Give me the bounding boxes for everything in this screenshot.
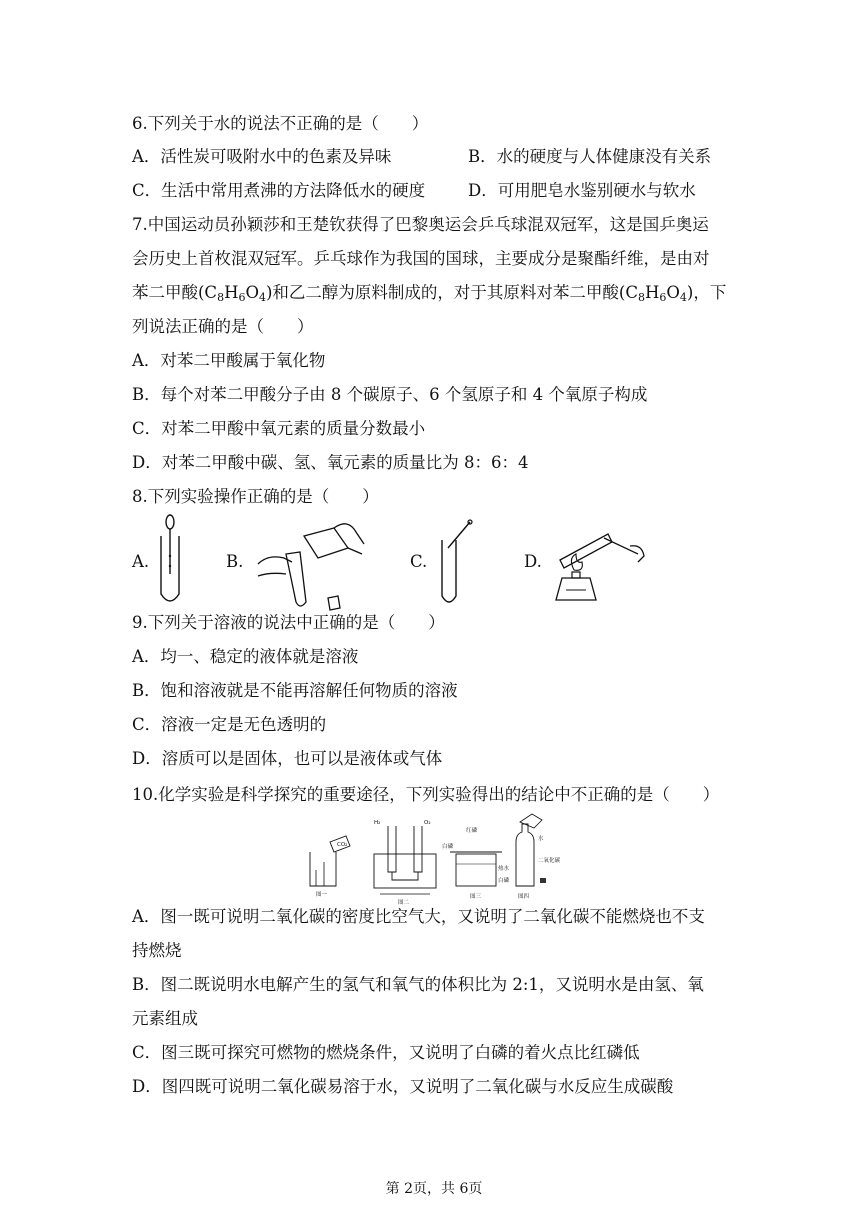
q9-option-c: C．溶液一定是无色透明的 (132, 715, 327, 734)
q8-label-a: A. (132, 552, 150, 571)
q8-label-b: B. (226, 552, 244, 571)
fig2-caption: 图二 (398, 900, 410, 906)
q6-option-b: B．水的硬度与人体健康没有关系 (468, 147, 712, 166)
dropper-in-tube-illustration (155, 514, 185, 606)
q8-label-d: D. (524, 552, 542, 571)
page-footer: 第 2页，共 6页 (385, 1181, 483, 1197)
q8-label-c: C. (410, 552, 428, 571)
q6-option-a: A．活性炭可吸附水中的色素及异味 (132, 147, 392, 166)
fig-label-white-phosphorus-top: 白磷 (442, 844, 454, 850)
q7-option-a: A．对苯二甲酸属于氧化物 (132, 351, 326, 370)
q10-option-a-line1: A．图一既可说明二氧化碳的密度比空气大，又说明了二氧化碳不能燃烧也不支 (132, 907, 705, 926)
q6-stem: 6.下列关于水的说法不正确的是（ ） (132, 114, 429, 133)
q10-option-d: D．图四既可说明二氧化碳易溶于水，又说明了二氧化碳与水反应生成碳酸 (132, 1077, 674, 1096)
q7-stem-line1: 7.中国运动员孙颖莎和王楚钦获得了巴黎奥运会乒乓球混双冠军，这是国乒奥运 (132, 215, 709, 234)
pouring-liquid-illustration (256, 514, 366, 614)
fig4-caption: 图四 (518, 894, 530, 900)
q9-stem: 9.下列关于溶液的说法中正确的是（ ） (132, 613, 445, 632)
q10-option-a-line2: 持燃烧 (132, 941, 182, 960)
q10-stem: 10.化学实验是科学探究的重要途径，下列实验得出的结论中不正确的是（ ） (132, 785, 720, 804)
fig-label-co2-bottle: 二氧化碳 (538, 858, 561, 864)
fig-label-white-phosphorus-bottom: 白磷 (498, 878, 510, 884)
fig-label-h2: H₂ (374, 820, 381, 826)
q8-stem: 8.下列实验操作正确的是（ ） (132, 487, 379, 506)
q7-option-b: B．每个对苯二甲酸分子由 8 个碳原子、6 个氢原子和 4 个氧原子构成 (132, 385, 648, 404)
q6-option-d: D．可用肥皂水鉴别硬水与软水 (468, 181, 696, 200)
q7-stem-line2: 会历史上首枚混双冠军。乒乓球作为我国的国球，主要成分是聚酯纤维，是由对 (132, 249, 710, 268)
fig1-caption: 图一 (316, 892, 328, 898)
fig-label-co2: CO₂ (337, 842, 348, 848)
fig-label-red-phosphorus: 红磷 (466, 828, 478, 834)
experiment-figures (300, 812, 570, 906)
q7-option-d: D．对苯二甲酸中碳、氢、氧元素的质量比为 8：6：4 (132, 453, 529, 472)
fig-label-water: 水 (538, 836, 544, 842)
q9-option-a: A．均一、稳定的液体就是溶液 (132, 647, 359, 666)
q10-option-c: C．图三既可探究可燃物的燃烧条件，又说明了白磷的着火点比红磷低 (132, 1043, 640, 1062)
q9-option-b: B．饱和溶液就是不能再溶解任何物质的溶液 (132, 681, 458, 700)
q7-option-c: C．对苯二甲酸中氧元素的质量分数最小 (132, 419, 426, 438)
q10-option-b-line1: B．图二既说明水电解产生的氢气和氧气的体积比为 2:1，又说明水是由氢、氧 (132, 975, 704, 994)
fig-label-hot-water: 热水 (498, 866, 510, 872)
q6-option-c: C．生活中常用煮沸的方法降低水的硬度 (132, 181, 426, 200)
q7-stem-line3: 苯二甲酸$(C_8H_6O_4)$和乙二醇为原料制成的，对于其原料对苯二甲酸$(C_8H_6O_4)$，下 (132, 283, 727, 304)
heating-tube-illustration (546, 514, 646, 606)
q10-option-b-line2: 元素组成 (132, 1009, 198, 1028)
fig-label-o2: O₂ (424, 820, 431, 826)
fig3-caption: 图三 (470, 894, 482, 900)
q9-option-d: D．溶质可以是固体，也可以是液体或气体 (132, 749, 443, 768)
q7-stem-line4: 列说法正确的是（ ） (132, 317, 314, 336)
test-tube-rod-illustration (436, 518, 476, 606)
